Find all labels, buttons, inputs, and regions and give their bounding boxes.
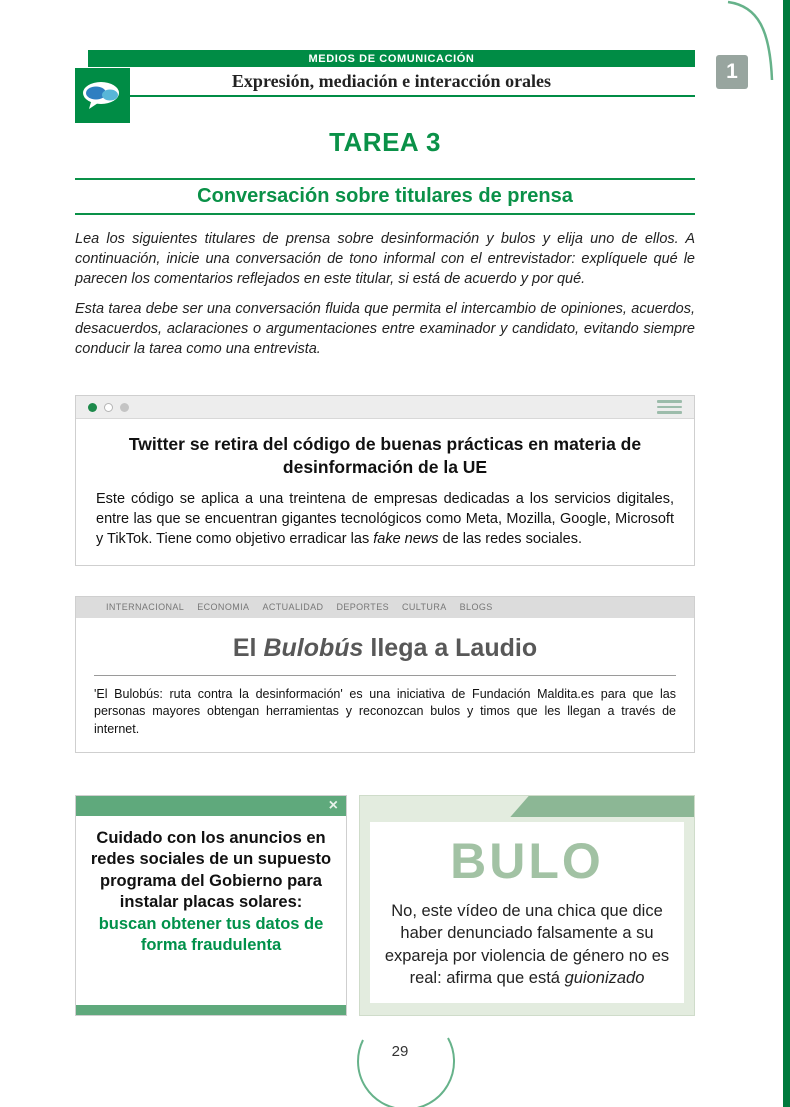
speech-bubbles-logo-icon xyxy=(75,68,130,123)
news-card-twitter xyxy=(75,395,695,566)
page-number: 29 xyxy=(391,1043,409,1060)
browser-bar xyxy=(76,396,694,419)
task-title: TAREA 3 xyxy=(329,127,441,157)
nav-item-deportes: DEPORTES xyxy=(336,602,389,612)
card-bottom-bar xyxy=(76,1005,346,1015)
headline-text: llega a Laudio xyxy=(363,633,538,662)
instructions-paragraph-2: Esta tarea debe ser una conversación fluida que permita el intercambio de opiniones, acuerdos, desacuerdos, aclaraciones o argumentaciones entre examinador y candidato, evitando siempre conducir la tarea como una entrevista. xyxy=(75,301,695,357)
news-card-placas-solares xyxy=(75,795,347,1016)
bulo-title: BULO xyxy=(450,833,604,889)
card-top-bar xyxy=(76,796,346,816)
section-rule-bottom xyxy=(75,213,695,215)
close-icon: × xyxy=(328,797,338,814)
window-dots xyxy=(88,403,129,412)
news-headline xyxy=(76,618,694,675)
section-title: Conversación sobre titulares de prensa xyxy=(197,185,573,207)
chapter-number-tab: 1 xyxy=(716,55,748,89)
category-bar: MEDIOS DE COMUNICACIÓN xyxy=(88,50,695,67)
news-body xyxy=(76,816,346,1005)
bulo-text-italic: guionizado xyxy=(564,968,645,987)
news-card-bulo xyxy=(359,795,695,1016)
news-nav-bar xyxy=(76,597,694,618)
page-edge-strip xyxy=(783,0,790,1107)
news-card-twitter-body xyxy=(76,419,694,565)
window-dot-icon xyxy=(88,403,97,412)
page-content xyxy=(75,50,695,1016)
news-body xyxy=(96,489,674,549)
section-heading xyxy=(75,178,695,215)
headline-text: El xyxy=(232,633,264,662)
news-headline: Twitter se retira del código de buenas prácticas en materia de desinformación de la UE xyxy=(128,434,642,477)
window-dot-icon xyxy=(104,403,113,412)
news-body-italic: fake news xyxy=(373,530,439,547)
news-body-text: Este código se aplica a una treintena de empresas dedicadas a los servicios digitales, entre las que se encuentran gigantes tecnológicos como Meta, Mozilla, Google, Microsoft y TikTok. Tiene como objetivo erradicar las xyxy=(96,490,674,547)
bottom-cards-row xyxy=(75,795,695,1016)
nav-item-actualidad: ACTUALIDAD xyxy=(262,602,324,612)
bulo-text: No, este vídeo de una chica que dice haber denunciado falsamente a su expareja por violencia de género no es real: afirma que está xyxy=(384,902,670,987)
warning-text-black: Cuidado con los anuncios en redes sociales de un supuesto programa del Gobierno para instalar placas solares: xyxy=(90,829,332,912)
headline-italic: Bulobús xyxy=(263,633,364,662)
nav-item-internacional: INTERNACIONAL xyxy=(106,602,185,612)
page-number-arc xyxy=(330,1025,470,1107)
nav-item-economia: ECONOMIA xyxy=(197,602,250,612)
news-card-bulobus xyxy=(75,596,695,754)
ribbon-decoration xyxy=(510,796,694,817)
hamburger-menu-icon xyxy=(657,400,682,414)
news-body xyxy=(384,900,670,989)
warning-text-green: buscan obtener tus datos de forma fraudulenta xyxy=(98,914,324,955)
header-row xyxy=(88,67,695,97)
news-body-text: de las redes sociales. xyxy=(438,530,582,547)
news-body: 'El Bulobús: ruta contra la desinformación' es una iniciativa de Fundación Maldita.es para que las personas mayores obtengan herramientas y reconozcan bulos y timos que les llegan a través de internet. xyxy=(94,686,676,736)
page-title: Expresión, mediación e interacción orales xyxy=(231,70,552,91)
nav-item-cultura: CULTURA xyxy=(402,602,447,612)
page-number-area xyxy=(330,1025,470,1107)
nav-item-blogs: BLOGS xyxy=(459,602,493,612)
news-card-bulo-body xyxy=(370,822,684,1003)
instructions-paragraph-1: Lea los siguientes titulares de prensa sobre desinformación y bulos y elija uno de ellos. A continuación, inicie una conversación de tono informal con el entrevistador: explíquele qué le parecen los comentarios reflejados en este titular, si está de acuerdo y por qué. xyxy=(75,231,695,287)
window-dot-icon xyxy=(120,403,129,412)
